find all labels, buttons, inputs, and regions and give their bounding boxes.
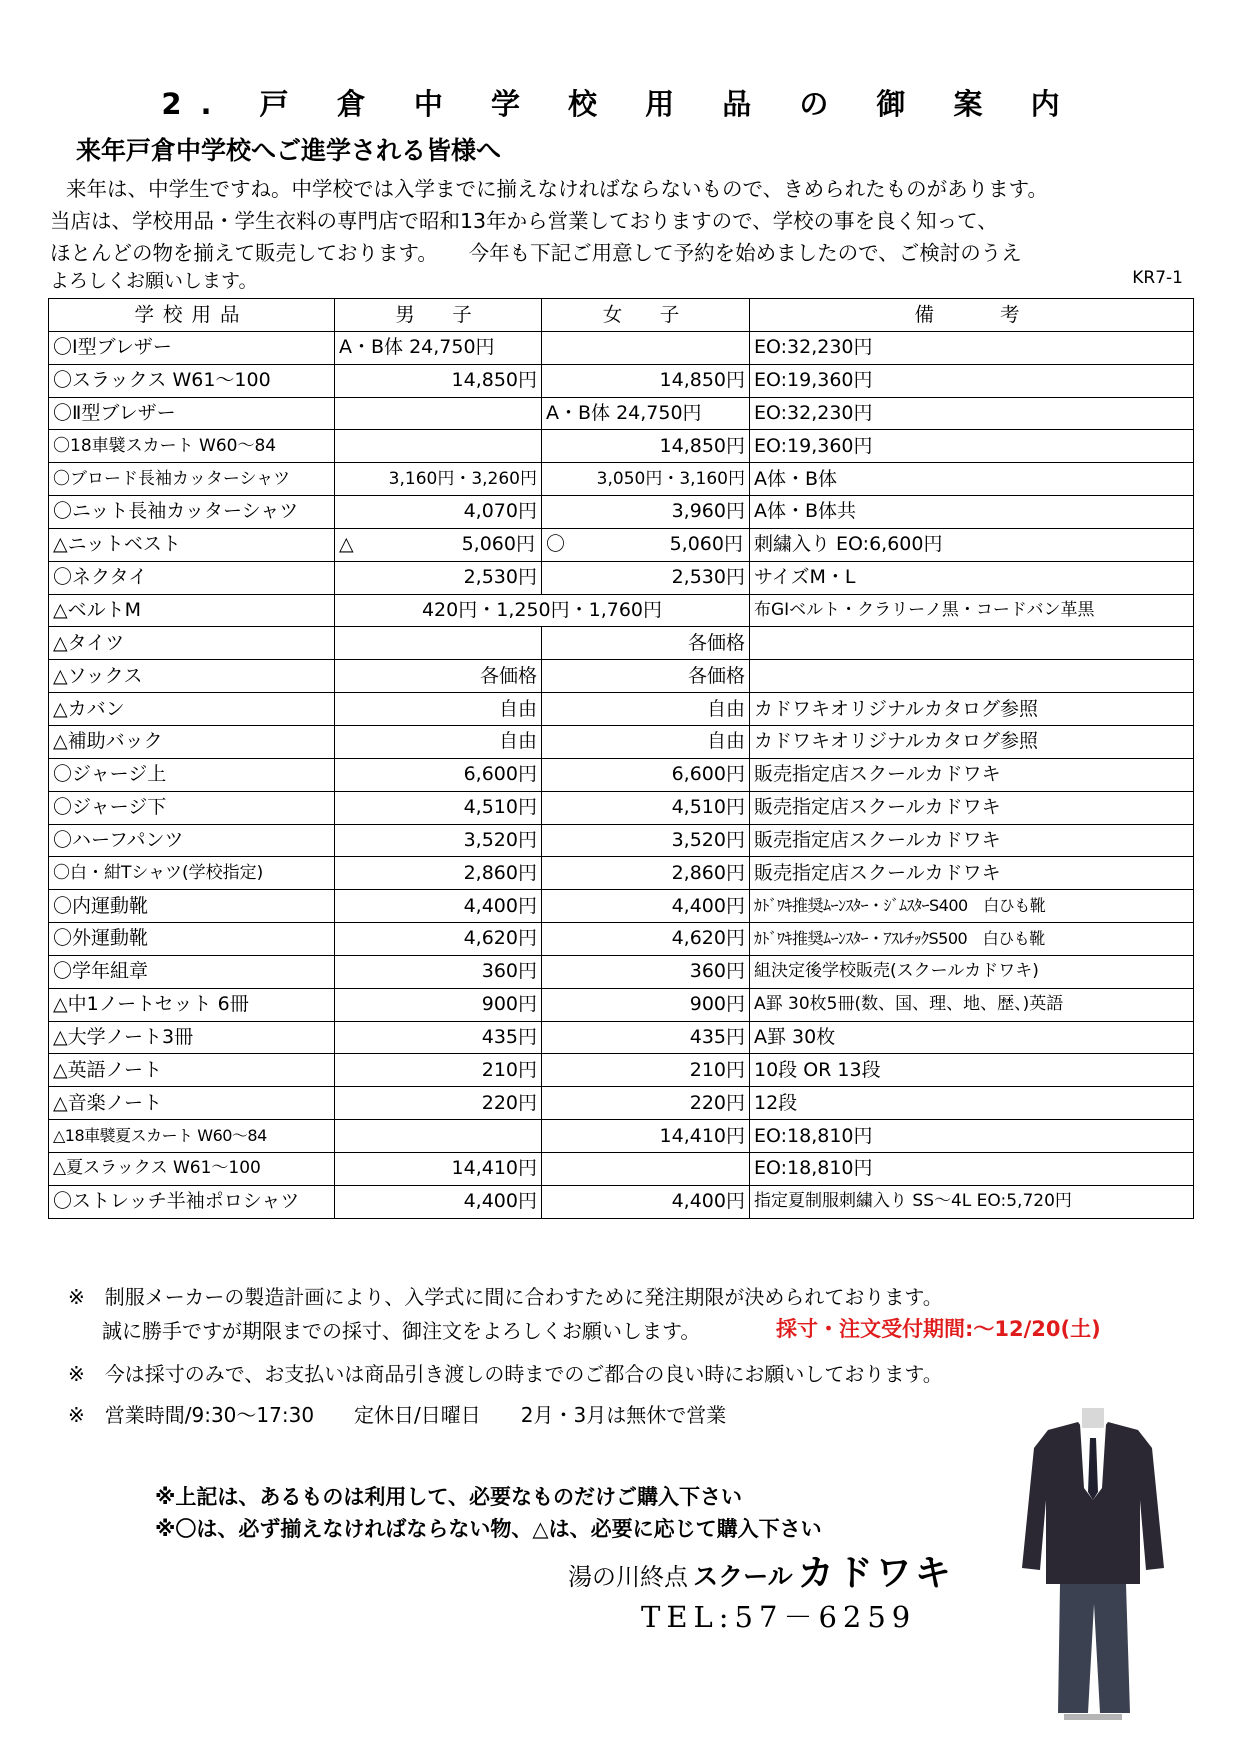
table-row xyxy=(49,430,1194,463)
item-note: 刺繍入り EO:6,600円 xyxy=(750,528,1194,561)
item-name: 〇学年組章 xyxy=(49,955,335,988)
item-note: A体・B体共 xyxy=(750,496,1194,529)
girls-price: 自由 xyxy=(542,693,750,726)
item-note xyxy=(750,660,1194,693)
table-row xyxy=(49,331,1194,364)
boys-price: 3,520円 xyxy=(335,824,542,857)
item-name: △夏スラックス W61～100 xyxy=(49,1152,335,1185)
item-name: △補助バック xyxy=(49,725,335,758)
table-header-row xyxy=(49,299,1194,332)
item-name: 〇18車襞スカート W60～84 xyxy=(49,430,335,463)
table-row xyxy=(49,824,1194,857)
boys-price: 360円 xyxy=(335,955,542,988)
table-row xyxy=(49,1120,1194,1153)
item-note: A体・B体 xyxy=(750,463,1194,496)
item-note: 指定夏制服刺繍入り SS～4L EO:5,720円 xyxy=(750,1185,1194,1218)
boys-price xyxy=(335,1120,542,1153)
table-row xyxy=(49,791,1194,824)
item-note: ｶﾄﾞﾜｷ推奨ﾑｰﾝｽﾀｰ・ｼﾞﾑｽﾀｰS400 白ひも靴 xyxy=(750,890,1194,923)
boys-price xyxy=(335,528,542,561)
item-name: △ソックス xyxy=(49,660,335,693)
item-note: 販売指定店スクールカドワキ xyxy=(750,857,1194,890)
table-row xyxy=(49,594,1194,627)
girls-price: 360円 xyxy=(542,955,750,988)
girls-price: 2,860円 xyxy=(542,857,750,890)
header-boys: 男 子 xyxy=(335,299,542,332)
girls-price: 自由 xyxy=(542,725,750,758)
deadline-text: 採寸・注文受付期間:～12/20(土) xyxy=(776,1317,1101,1341)
item-name: △音楽ノート xyxy=(49,1087,335,1120)
shop-name: カドワキ xyxy=(797,1553,954,1594)
item-note: EO:19,360円 xyxy=(750,364,1194,397)
boys-price xyxy=(335,397,542,430)
boys-price: 2,860円 xyxy=(335,857,542,890)
item-name: △18車襞夏スカート W60～84 xyxy=(49,1120,335,1153)
boys-price: A・B体 24,750円 xyxy=(335,331,542,364)
item-note: EO:19,360円 xyxy=(750,430,1194,463)
table-row xyxy=(49,1152,1194,1185)
item-name: 〇ブロード長袖カッターシャツ xyxy=(49,463,335,496)
girls-price: 3,520円 xyxy=(542,824,750,857)
table-row xyxy=(49,1054,1194,1087)
item-note: A罫 30枚 xyxy=(750,1021,1194,1054)
girls-price: 900円 xyxy=(542,988,750,1021)
item-name: △大学ノート3冊 xyxy=(49,1021,335,1054)
girls-price-value: 5,060円 xyxy=(669,533,743,556)
boys-price: 435円 xyxy=(335,1021,542,1054)
boys-price: 220円 xyxy=(335,1087,542,1120)
boys-mark: △ xyxy=(339,533,354,556)
item-name: 〇Ⅰ型ブレザー xyxy=(49,331,335,364)
item-note: EO:18,810円 xyxy=(750,1152,1194,1185)
trousers xyxy=(1058,1584,1130,1713)
shop-location: 湯の川終点 xyxy=(568,1563,688,1591)
item-name: △中1ノートセット 6冊 xyxy=(49,988,335,1021)
boys-price: 4,620円 xyxy=(335,923,542,956)
table-row xyxy=(49,758,1194,791)
item-note: 12段 xyxy=(750,1087,1194,1120)
header-girls: 女 子 xyxy=(542,299,750,332)
item-note: サイズM・L xyxy=(750,561,1194,594)
table-row xyxy=(49,397,1194,430)
girls-price: 14,410円 xyxy=(542,1120,750,1153)
girls-price: 各価格 xyxy=(542,660,750,693)
shop-telephone: TEL:57－6259 xyxy=(641,1600,917,1634)
boys-price: 4,400円 xyxy=(335,1185,542,1218)
item-note: 布GIベルト・クラリーノ黒・コードバン革黒 xyxy=(750,594,1194,627)
table-row xyxy=(49,627,1194,660)
header-note: 備 考 xyxy=(750,299,1194,332)
boys-price: 4,400円 xyxy=(335,890,542,923)
item-note: 販売指定店スクールカドワキ xyxy=(750,824,1194,857)
document-code: KR7-1 xyxy=(1132,268,1183,288)
greeting-heading: 来年戸倉中学校へご進学される皆様へ xyxy=(76,136,502,165)
girls-price: 210円 xyxy=(542,1054,750,1087)
remark-line-2: ※〇は、必ず揃えなければならない物、△は、必要に応じて購入下さい xyxy=(155,1517,822,1541)
item-note: 販売指定店スクールカドワキ xyxy=(750,758,1194,791)
girls-price: A・B体 24,750円 xyxy=(542,397,750,430)
table-row xyxy=(49,1087,1194,1120)
item-note: カドワキオリジナルカタログ参照 xyxy=(750,725,1194,758)
table-row xyxy=(49,364,1194,397)
boys-price: 6,600円 xyxy=(335,758,542,791)
item-name: 〇外運動靴 xyxy=(49,923,335,956)
boys-price xyxy=(335,627,542,660)
boys-price xyxy=(335,430,542,463)
girls-mark: 〇 xyxy=(546,533,566,556)
school-uniform-image xyxy=(1018,1408,1168,1733)
item-name: 〇ストレッチ半袖ポロシャツ xyxy=(49,1185,335,1218)
item-name: 〇白・紺Tシャツ(学校指定) xyxy=(49,857,335,890)
girls-price: 14,850円 xyxy=(542,364,750,397)
school-items-table xyxy=(48,298,1194,1219)
table-row xyxy=(49,857,1194,890)
girls-price: 3,960円 xyxy=(542,496,750,529)
table-row xyxy=(49,923,1194,956)
item-name: △ニットベスト xyxy=(49,528,335,561)
shop-school-label: スクール xyxy=(693,1562,793,1591)
intro-line-3: ほとんどの物を揃えて販売しております。 今年も下記ご用意して予約を始めましたので、ご検討のうえ xyxy=(50,241,1022,265)
girls-price xyxy=(542,1152,750,1185)
girls-price: 220円 xyxy=(542,1087,750,1120)
mannequin-neck xyxy=(1082,1408,1104,1428)
item-name: 〇Ⅱ型ブレザー xyxy=(49,397,335,430)
boys-price: 14,410円 xyxy=(335,1152,542,1185)
boys-price: 2,530円 xyxy=(335,561,542,594)
girls-price: 3,050円・3,160円 xyxy=(542,463,750,496)
boys-price: 各価格 xyxy=(335,660,542,693)
boys-price: 自由 xyxy=(335,725,542,758)
item-name: △カバン xyxy=(49,693,335,726)
item-note: カドワキオリジナルカタログ参照 xyxy=(750,693,1194,726)
boys-price: 14,850円 xyxy=(335,364,542,397)
intro-line-4: よろしくお願いします。 xyxy=(50,270,258,292)
notice-order-request: 誠に勝手ですが期限までの採寸、御注文をよろしくお願いします。 xyxy=(102,1319,701,1343)
item-name: 〇ジャージ下 xyxy=(49,791,335,824)
notice-order-deadline: ※ 制服メーカーの製造計画により、入学式に間に合わすために発注期限が決められております。 xyxy=(68,1285,943,1309)
intro-line-1: 来年は、中学生ですね。中学校では入学までに揃えなければならないもので、きめられたものがあります。 xyxy=(66,177,1048,201)
table-row xyxy=(49,725,1194,758)
item-note: 10段 OR 13段 xyxy=(750,1054,1194,1087)
table-row xyxy=(49,1021,1194,1054)
shop-name-line xyxy=(568,1545,954,1596)
item-name: △英語ノート xyxy=(49,1054,335,1087)
table-row xyxy=(49,693,1194,726)
item-note: A罫 30枚5冊(数、国、理、地、歴、)英語 xyxy=(750,988,1194,1021)
item-note: ｶﾄﾞﾜｷ推奨ﾑｰﾝｽﾀｰ・ｱｽﾚﾁｯｸS500 白ひも靴 xyxy=(750,923,1194,956)
item-name: 〇スラックス W61～100 xyxy=(49,364,335,397)
item-name: 〇ハーフパンツ xyxy=(49,824,335,857)
girls-price: 各価格 xyxy=(542,627,750,660)
notice-payment: ※ 今は採寸のみで、お支払いは商品引き渡しの時までのご都合の良い時にお願いしております。 xyxy=(68,1362,943,1386)
item-note: EO:32,230円 xyxy=(750,331,1194,364)
girls-price: 435円 xyxy=(542,1021,750,1054)
table-row xyxy=(49,463,1194,496)
boys-price: 900円 xyxy=(335,988,542,1021)
item-name: 〇ネクタイ xyxy=(49,561,335,594)
intro-line-2: 当店は、学校用品・学生衣料の専門店で昭和13年から営業しておりますので、学校の事を良く知って、 xyxy=(50,209,998,233)
table-row xyxy=(49,528,1194,561)
item-name: △ベルトM xyxy=(49,594,335,627)
girls-price: 4,510円 xyxy=(542,791,750,824)
item-note: 販売指定店スクールカドワキ xyxy=(750,791,1194,824)
girls-price: 14,850円 xyxy=(542,430,750,463)
girls-price: 2,530円 xyxy=(542,561,750,594)
boys-price: 4,070円 xyxy=(335,496,542,529)
boys-price-value: 5,060円 xyxy=(461,533,535,556)
page-title: 2. 戸 倉 中 学 校 用 品 の 御 案 内 xyxy=(161,87,1079,121)
table-row xyxy=(49,496,1194,529)
header-item: 学校用品 xyxy=(49,299,335,332)
boys-price: 自由 xyxy=(335,693,542,726)
boys-price: 3,160円・3,260円 xyxy=(335,463,542,496)
girls-price xyxy=(542,331,750,364)
girls-price xyxy=(542,528,750,561)
girls-price: 6,600円 xyxy=(542,758,750,791)
shared-price: 420円・1,250円・1,760円 xyxy=(335,594,750,627)
table-row xyxy=(49,890,1194,923)
notice-hours: ※ 営業時間/9:30～17:30 定休日/日曜日 2月・3月は無休で営業 xyxy=(68,1403,727,1427)
item-note: 組決定後学校販売(スクールカドワキ) xyxy=(750,955,1194,988)
girls-price: 4,620円 xyxy=(542,923,750,956)
item-name: △タイツ xyxy=(49,627,335,660)
remark-line-1: ※上記は、あるものは利用して、必要なものだけご購入下さい xyxy=(155,1485,742,1509)
item-note: EO:32,230円 xyxy=(750,397,1194,430)
stand-base xyxy=(1064,1714,1122,1720)
item-name: 〇内運動靴 xyxy=(49,890,335,923)
table-row xyxy=(49,955,1194,988)
table-row xyxy=(49,988,1194,1021)
table-row xyxy=(49,660,1194,693)
boys-price: 4,510円 xyxy=(335,791,542,824)
item-note xyxy=(750,627,1194,660)
item-name: 〇ニット長袖カッターシャツ xyxy=(49,496,335,529)
boys-price: 210円 xyxy=(335,1054,542,1087)
table-row xyxy=(49,561,1194,594)
table-row xyxy=(49,1185,1194,1218)
girls-price: 4,400円 xyxy=(542,1185,750,1218)
item-name: 〇ジャージ上 xyxy=(49,758,335,791)
girls-price: 4,400円 xyxy=(542,890,750,923)
item-note: EO:18,810円 xyxy=(750,1120,1194,1153)
